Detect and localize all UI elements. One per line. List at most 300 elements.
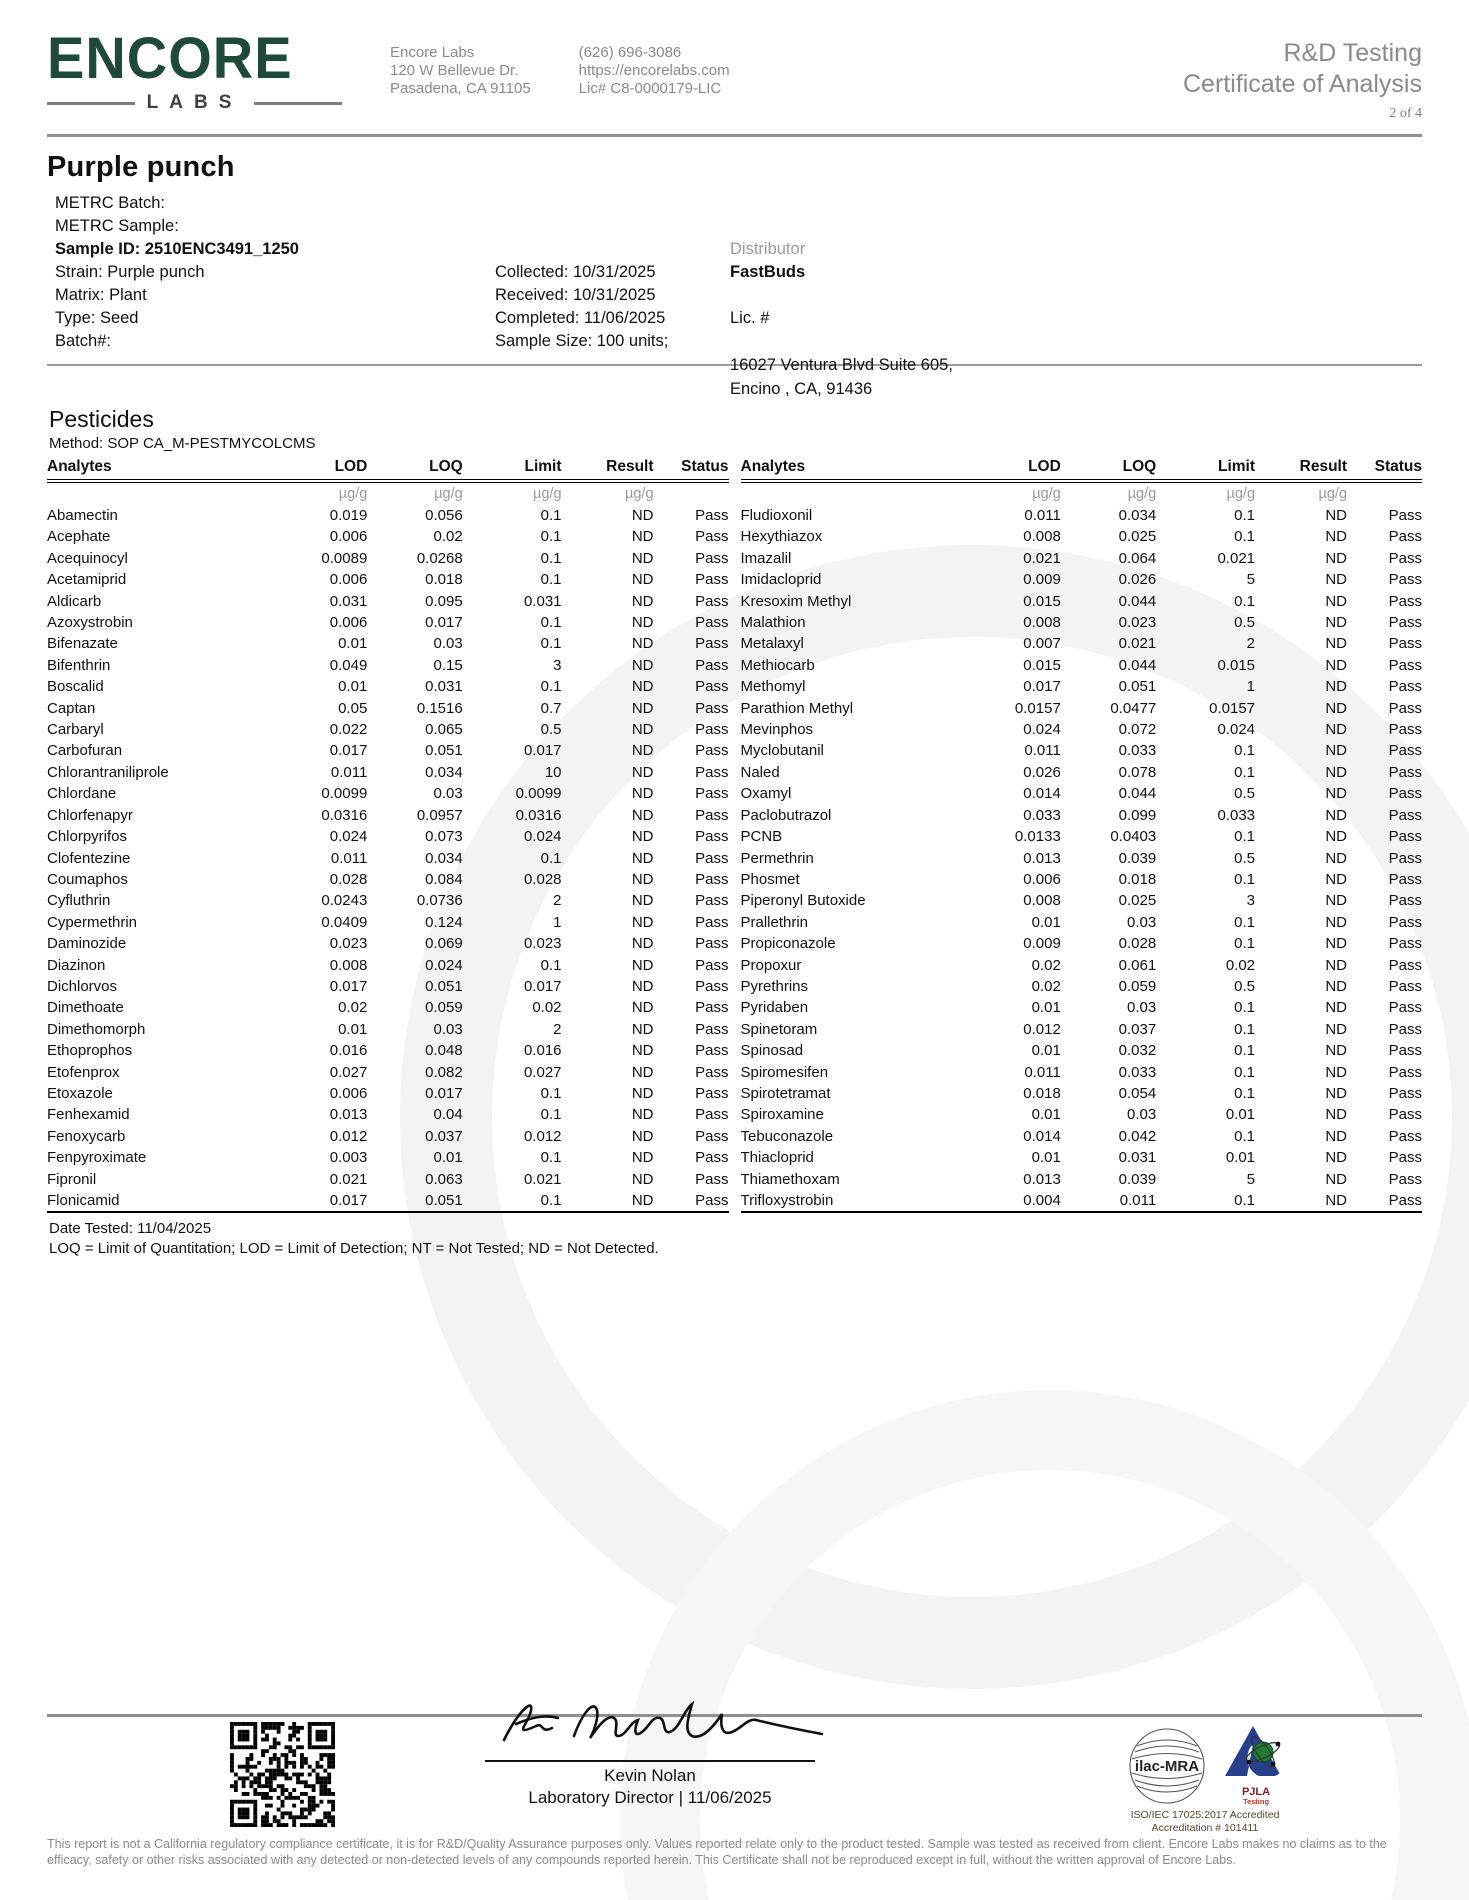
analyte-value: 0.016 [523, 1042, 562, 1060]
unit-label: µg/g [533, 486, 562, 502]
table-row [47, 976, 729, 997]
table-row [741, 740, 1423, 761]
analyte-value: 0.0316 [515, 806, 562, 824]
analyte-value: 0.1 [540, 549, 562, 567]
analyte-value: 0.012 [523, 1127, 562, 1145]
table-row [741, 1040, 1423, 1061]
analyte-value: 0.1 [1234, 913, 1256, 931]
analyte-name: Abamectin [47, 507, 118, 524]
analyte-value: ND [631, 614, 654, 632]
analyte-value: ND [631, 678, 654, 696]
analyte-value: 0.073 [425, 828, 463, 846]
analyte-value: Pass [695, 1170, 729, 1188]
analyte-value: 0.01 [1031, 913, 1061, 931]
analyte-value: Pass [695, 592, 729, 610]
analyte-value: 3 [1246, 892, 1256, 910]
unit-label: µg/g [434, 486, 463, 502]
table-row [741, 698, 1423, 719]
sample-type: Type: Seed [55, 309, 139, 327]
analyte-value: 0.013 [1023, 1170, 1061, 1188]
table-row [741, 848, 1423, 869]
analyte-name: Daminozide [47, 935, 127, 953]
analyte-value: ND [631, 742, 654, 760]
analyte-value: Pass [695, 1106, 729, 1124]
analyte-name: Propiconazole [740, 935, 836, 953]
table-row [47, 612, 729, 633]
analyte-value: 0.5 [1234, 614, 1256, 632]
analyte-value: 0.1 [540, 1149, 562, 1167]
analyte-value: Pass [1347, 1190, 1422, 1212]
director-name: Kevin Nolan [604, 1766, 696, 1785]
table-row [47, 1040, 729, 1061]
analyte-value: 0.1 [540, 849, 562, 867]
analyte-value: 0.0099 [515, 785, 562, 803]
table-row [47, 1126, 729, 1147]
table-row [47, 997, 729, 1018]
unit-label: µg/g [625, 486, 654, 502]
analyte-value: 0.006 [329, 571, 368, 589]
table-row [47, 869, 729, 890]
analyte-value: 2 [553, 892, 562, 910]
analyte-value: 0.056 [425, 507, 463, 524]
analyte-value: Pass [1388, 507, 1422, 524]
analyte-name: Hexythiazox [740, 528, 823, 546]
completed-date: Completed: 11/06/2025 [495, 309, 666, 327]
accreditation-block [1080, 1724, 1330, 1835]
lab-address-block [390, 44, 531, 98]
analyte-name: Etoxazole [47, 1084, 113, 1102]
analyte-value: ND [631, 1084, 654, 1102]
analyte-value: 0.037 [425, 1127, 463, 1145]
analyte-value: ND [631, 806, 654, 824]
table-row [741, 526, 1423, 547]
analyte-value: Pass [1388, 935, 1422, 953]
analyte-name: Piperonyl Butoxide [740, 892, 866, 910]
analyte-value: Pass [1388, 1042, 1422, 1060]
analyte-value: Pass [1388, 828, 1422, 846]
lab-city: Pasadena, CA 91105 [390, 80, 531, 97]
analyte-value: 0.061 [1118, 956, 1157, 974]
analyte-value: 0.065 [425, 721, 463, 739]
analyte-value: Pass [1388, 1127, 1422, 1145]
analyte-value: 0.008 [1023, 892, 1061, 910]
analyte-value: 0.023 [523, 935, 562, 953]
lab-website: https://encorelabs.com [578, 62, 730, 79]
analyte-value: 0.031 [1118, 1149, 1157, 1167]
metrc-sample: METRC Sample: [55, 217, 179, 235]
logo-rule-right [254, 102, 342, 105]
analyte-value: ND [631, 785, 654, 803]
sample-left-column [55, 192, 299, 353]
table-row [741, 1062, 1423, 1083]
pjla-label: PJLA [1241, 1786, 1271, 1798]
analyte-value: 0.0157 [1209, 699, 1256, 717]
analyte-value: 0.124 [425, 913, 463, 931]
analyte-value: 0.1 [540, 678, 562, 696]
analyte-value: 0.051 [367, 1190, 462, 1212]
col-header-loq: LOQ [1061, 456, 1156, 481]
iso-accreditation-line: ISO/IEC 17025:2017 Accredited [1130, 1809, 1280, 1821]
analyte-value: Pass [695, 849, 729, 867]
analyte-value: 0.033 [1023, 806, 1061, 824]
encore-logo [47, 24, 342, 114]
analyte-value: 0.015 [1023, 592, 1061, 610]
analyte-value: ND [631, 507, 654, 524]
unit-label: µg/g [1226, 486, 1256, 502]
analyte-value: Pass [695, 742, 729, 760]
analyte-value: 0.008 [1023, 528, 1061, 546]
analyte-value: ND [631, 763, 654, 781]
unit-label: µg/g [1032, 486, 1061, 502]
analyte-value: Pass [1388, 1170, 1422, 1188]
analyte-value: Pass [695, 1084, 729, 1102]
analyte-value: 0.051 [1118, 678, 1157, 696]
analyte-value: 0.037 [1118, 1020, 1157, 1038]
analyte-value: Pass [695, 614, 729, 632]
analyte-value: 0.0133 [1014, 828, 1061, 846]
analyte-value: ND [1325, 1063, 1348, 1081]
analyte-value: Pass [695, 1042, 729, 1060]
analyte-value: ND [1325, 999, 1348, 1017]
analyte-value: ND [631, 528, 654, 546]
table-row [741, 762, 1423, 783]
analyte-value: 0.032 [1118, 1042, 1157, 1060]
analyte-value: ND [1325, 935, 1348, 953]
col-header-loq: LOQ [367, 456, 462, 481]
table-row [47, 505, 729, 526]
analyte-value: ND [1325, 763, 1348, 781]
analyte-value: 0.034 [1118, 507, 1157, 524]
table-row [741, 1190, 1423, 1212]
analyte-value: 0.039 [1118, 849, 1157, 867]
analyte-value: 0.025 [1118, 528, 1157, 546]
analyte-value: ND [631, 1042, 654, 1060]
analyte-value: 0.03 [433, 785, 463, 803]
analyte-name: Pyridaben [740, 999, 809, 1017]
analyte-name: Kresoxim Methyl [740, 592, 852, 610]
analyte-name: Dimethoate [47, 999, 124, 1017]
analyte-value: Pass [695, 828, 729, 846]
table-row [47, 633, 729, 654]
analyte-value: 0.017 [272, 1190, 367, 1212]
analyte-value: ND [1325, 892, 1348, 910]
analyte-value: 0.5 [1234, 849, 1256, 867]
analyte-name: Dichlorvos [47, 977, 118, 995]
analyte-value: 0.021 [1217, 549, 1256, 567]
analyte-name: Naled [740, 763, 780, 781]
section-title: Pesticides [49, 406, 154, 432]
table-row [741, 1083, 1423, 1104]
table-row [47, 805, 729, 826]
table-row [741, 591, 1423, 612]
analyte-value: 0.1 [1234, 870, 1256, 888]
analyte-value: Pass [695, 1063, 729, 1081]
analyte-name: Oxamyl [740, 785, 792, 803]
analyte-value: 0.084 [425, 870, 463, 888]
analyte-value: 0.03 [433, 1020, 463, 1038]
svg-text:ilac-MRA: ilac-MRA [1134, 1758, 1200, 1775]
analyte-value: Pass [1388, 763, 1422, 781]
analyte-value: 0.0268 [416, 549, 463, 567]
accreditation-number: Accreditation # 101411 [1151, 1822, 1259, 1834]
analyte-value: Pass [1388, 528, 1422, 546]
analyte-value: 0.1 [1234, 1084, 1256, 1102]
analyte-value: 0.01 [338, 1020, 368, 1038]
analyte-value: ND [1325, 635, 1348, 653]
lab-street: 120 W Bellevue Dr. [390, 62, 519, 79]
analyte-name: Thiacloprid [740, 1149, 814, 1167]
analyte-value: 0.012 [329, 1127, 368, 1145]
analyte-name: Dimethomorph [47, 1020, 146, 1038]
table-row [47, 1104, 729, 1125]
sample-title: Purple punch [47, 151, 235, 183]
analyte-value: Pass [695, 721, 729, 739]
analyte-value: 0.018 [1023, 1084, 1061, 1102]
analyte-value: Pass [695, 678, 729, 696]
qr-code [230, 1722, 335, 1827]
table-row [47, 1190, 729, 1212]
analyte-name: Flonicamid [47, 1190, 272, 1212]
analyte-value: 0.048 [425, 1042, 463, 1060]
analyte-value: 0.01 [1031, 1106, 1061, 1124]
analyte-name: Methiocarb [740, 656, 815, 674]
analyte-value: Pass [1388, 1084, 1422, 1102]
pesticides-table-right [741, 456, 1423, 1213]
analyte-value: 0.0157 [1014, 699, 1061, 717]
analyte-value: 0.027 [523, 1063, 562, 1081]
analyte-value: 0.023 [1118, 614, 1157, 632]
analyte-value: 0.0099 [321, 785, 368, 803]
table-row [741, 633, 1423, 654]
analyte-value: 0.031 [425, 678, 463, 696]
table-row [741, 612, 1423, 633]
analyte-value: Pass [695, 956, 729, 974]
analyte-value: 0.0243 [321, 892, 368, 910]
analyte-value: Pass [695, 635, 729, 653]
analyte-value: Pass [1388, 721, 1422, 739]
analyte-value: 0.023 [329, 935, 368, 953]
sample-dates-column [495, 261, 668, 353]
analyte-value: Pass [1388, 870, 1422, 888]
analyte-value: ND [631, 592, 654, 610]
table-row [741, 997, 1423, 1018]
analyte-name: Cypermethrin [47, 913, 138, 931]
analyte-value: 0.5 [1234, 977, 1256, 995]
analyte-value: Pass [1388, 913, 1422, 931]
analyte-value: 0.0409 [321, 913, 368, 931]
footer [0, 1700, 1469, 1900]
analyte-value: Pass [1388, 699, 1422, 717]
analyte-value: Pass [1388, 1063, 1422, 1081]
analyte-value: 0.1 [540, 507, 562, 524]
analyte-value: 0.017 [329, 742, 368, 760]
table-row [741, 955, 1423, 976]
pjla-sub-label: Testing [1242, 1797, 1270, 1806]
analyte-name: Bifenthrin [47, 656, 111, 674]
analyte-value: 0.004 [965, 1190, 1060, 1212]
analyte-value: 0.031 [523, 592, 562, 610]
table-row [47, 740, 729, 761]
analyte-value: 10 [544, 763, 562, 781]
date-tested: Date Tested: 11/04/2025 [49, 1220, 212, 1238]
analyte-value: 0.018 [425, 571, 463, 589]
analyte-value: 0.008 [329, 956, 368, 974]
analyte-value: 0.059 [425, 999, 463, 1017]
analyte-value: 0.072 [1118, 721, 1157, 739]
analyte-value: 0.028 [1118, 935, 1157, 953]
analyte-value: Pass [695, 913, 729, 931]
analyte-value: ND [1325, 1042, 1348, 1060]
analyte-value: 0.026 [1023, 763, 1061, 781]
analyte-name: Chlorpyrifos [47, 828, 128, 846]
analyte-value: 0.016 [329, 1042, 368, 1060]
table-row [47, 548, 729, 569]
unit-label [1347, 481, 1422, 505]
analyte-value: ND [631, 656, 654, 674]
analyte-value: 0.013 [1023, 849, 1061, 867]
analyte-value: 0.1 [1234, 1042, 1256, 1060]
header [47, 0, 1422, 122]
analyte-value: Pass [695, 977, 729, 995]
table-row [47, 912, 729, 933]
analyte-value: ND [631, 1063, 654, 1081]
table-row [47, 783, 729, 804]
analyte-name: Spinosad [740, 1042, 804, 1060]
analyte-value: 0.01 [1031, 999, 1061, 1017]
analyte-value: 0.05 [338, 699, 368, 717]
table-row [47, 890, 729, 911]
analyte-value: 0.01 [1031, 1042, 1061, 1060]
analyte-value: 1 [1246, 678, 1256, 696]
col-header-analytes: Analytes [47, 456, 272, 481]
analyte-value: 0.0957 [416, 806, 463, 824]
analyte-value: ND [1325, 528, 1348, 546]
analyte-value: 0.069 [425, 935, 463, 953]
analyte-value: 0.003 [329, 1149, 368, 1167]
analyte-value: 0.078 [1118, 763, 1157, 781]
analyte-value: 0.01 [1225, 1106, 1256, 1124]
analyte-name: Chlorfenapyr [47, 806, 133, 824]
analyte-value: 0.054 [1118, 1084, 1157, 1102]
analyte-name: Spinetoram [740, 1020, 818, 1038]
unit-label: µg/g [1318, 486, 1348, 502]
analyte-value: 2 [1246, 635, 1256, 653]
table-row [741, 1126, 1423, 1147]
analyte-value: 0.02 [1225, 956, 1256, 974]
analyte-value: 0.017 [523, 977, 562, 995]
analyte-value: 0.0316 [321, 806, 368, 824]
table-row [47, 1083, 729, 1104]
analyte-value: 0.051 [425, 977, 463, 995]
analyte-value: 0.1 [1156, 1190, 1255, 1212]
table-row [741, 783, 1423, 804]
analyte-value: Pass [1388, 956, 1422, 974]
distributor-column [730, 238, 953, 401]
units-row [741, 481, 1423, 505]
analyte-value: ND [1325, 1020, 1348, 1038]
analyte-value: ND [1325, 742, 1348, 760]
analyte-value: ND [1325, 913, 1348, 931]
analyte-value: 0.03 [1127, 913, 1157, 931]
analyte-value: ND [631, 721, 654, 739]
analyte-value: 0.007 [1023, 635, 1061, 653]
analyte-value: ND [1325, 1084, 1348, 1102]
analyte-value: 0.04 [433, 1106, 463, 1124]
analyte-name: Fenhexamid [47, 1106, 130, 1124]
analyte-value: ND [1255, 1190, 1347, 1212]
analyte-value: 2 [553, 1020, 562, 1038]
signature-icon [470, 1674, 830, 1760]
analyte-value: 0.01 [338, 678, 368, 696]
analyte-value: ND [1325, 507, 1348, 524]
analyte-value: Pass [695, 806, 729, 824]
table-row [741, 805, 1423, 826]
analyte-value: 0.1 [540, 528, 562, 546]
analyte-name: Fenpyroximate [47, 1149, 147, 1167]
analyte-value: 0.021 [523, 1170, 562, 1188]
table-row [47, 1147, 729, 1168]
analyte-value: 0.082 [425, 1063, 463, 1081]
analyte-value: 0.022 [329, 721, 368, 739]
analyte-value: 0.1 [1234, 528, 1256, 546]
analyte-value: 0.0736 [416, 892, 463, 910]
analyte-name: Prallethrin [740, 913, 809, 931]
analyte-value: 0.024 [1217, 721, 1256, 739]
analyte-value: 0.031 [329, 592, 368, 610]
analyte-value: ND [631, 571, 654, 589]
analyte-value: Pass [695, 1149, 729, 1167]
col-header-result: Result [562, 456, 654, 481]
analyte-value: Pass [695, 785, 729, 803]
analyte-name: Imazalil [740, 549, 792, 567]
analyte-value: ND [1325, 828, 1348, 846]
analyte-value: 0.099 [1118, 806, 1157, 824]
analyte-value: 5 [1246, 571, 1256, 589]
signature-block [440, 1674, 860, 1808]
table-row [47, 676, 729, 697]
analyte-value: 0.02 [433, 528, 463, 546]
analyte-value: 0.034 [425, 849, 463, 867]
unit-label [741, 481, 966, 505]
analyte-value: 0.03 [1127, 1106, 1157, 1124]
pjla-triangle-icon [1223, 1724, 1289, 1782]
analyte-value: Pass [695, 763, 729, 781]
analyte-value: ND [562, 1190, 654, 1212]
analyte-value: 0.03 [1127, 999, 1157, 1017]
analyte-value: 0.021 [1023, 549, 1061, 567]
analyte-value: 0.011 [1024, 507, 1061, 524]
analyte-name: Myclobutanil [740, 742, 824, 760]
distributor-address1: 16027 Ventura Blvd Suite 605, [730, 356, 953, 374]
analyte-value: 0.1 [540, 1084, 562, 1102]
table-header-row [741, 456, 1423, 481]
analyte-name: Parathion Methyl [740, 699, 854, 717]
analyte-value: 0.15 [433, 656, 463, 674]
analyte-value: 0.028 [329, 870, 368, 888]
analyte-name: Acequinocyl [47, 549, 128, 567]
analyte-name: Thiamethoxam [740, 1170, 840, 1188]
analyte-value: 0.011 [1061, 1190, 1156, 1212]
analyte-value: 0.014 [1023, 785, 1061, 803]
analyte-value: Pass [695, 892, 729, 910]
analyte-value: 0.7 [540, 699, 562, 717]
analyte-value: ND [631, 1020, 654, 1038]
table-row [741, 505, 1423, 526]
analyte-name: Mevinphos [740, 721, 814, 739]
ilac-mra-seal-icon [1121, 1726, 1213, 1806]
analyte-value: 0.024 [425, 956, 463, 974]
analyte-value: ND [631, 1106, 654, 1124]
